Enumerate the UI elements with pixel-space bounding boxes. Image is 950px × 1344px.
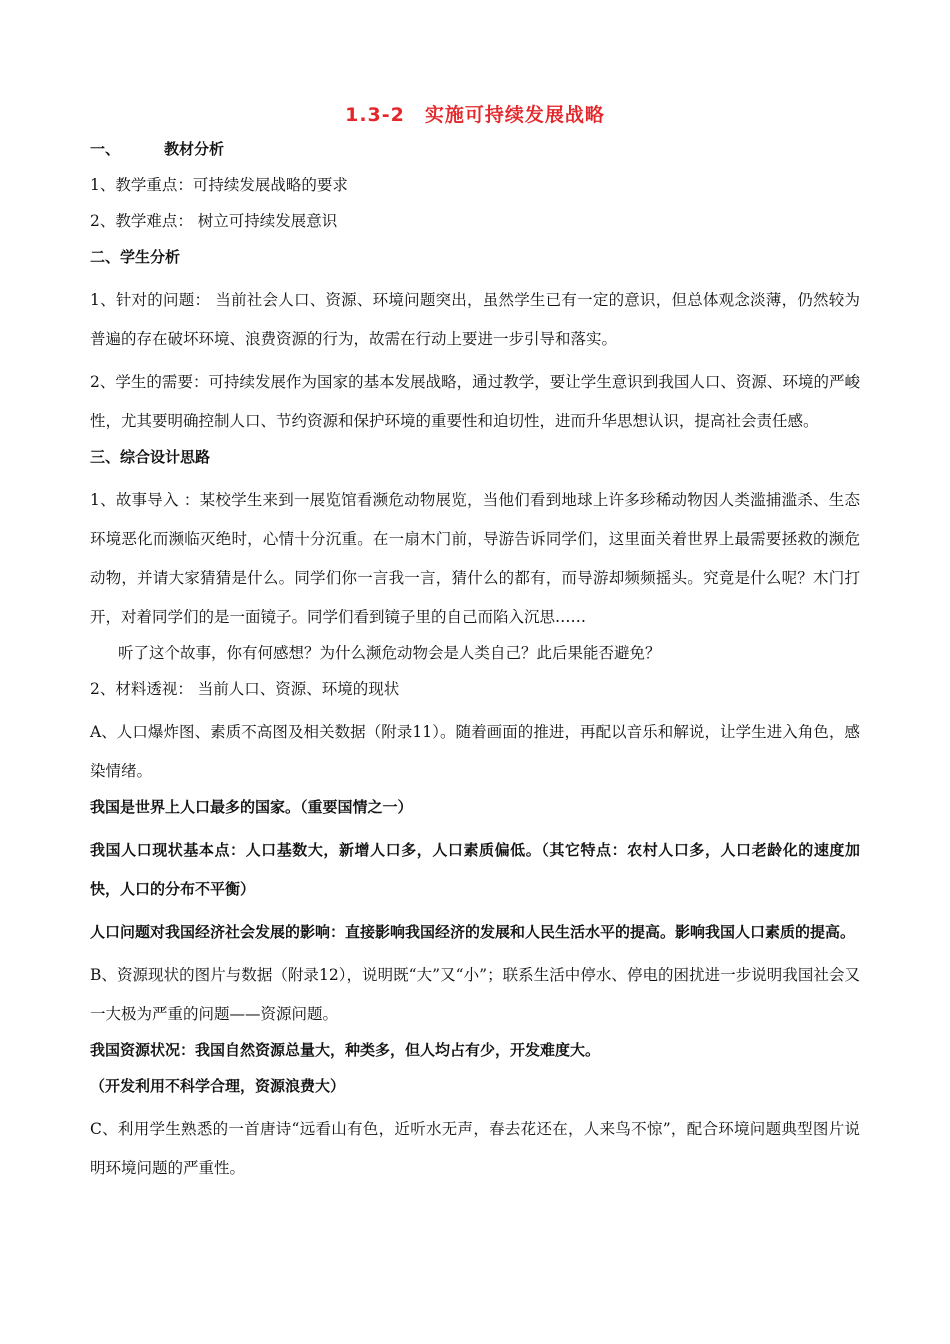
page-title: 1.3-2 实施可持续发展战略: [345, 104, 605, 126]
paragraph: C、利用学生熟悉的一首唐诗“远看山有色，近听水无声，春去花还在，人来鸟不惊”，配合环境问题典型图片说明环境问题的严重性。: [90, 1120, 860, 1177]
paragraph: 1、针对的问题： 当前社会人口、资源、环境问题突出，虽然学生已有一定的意识，但总体观念淡薄，仍然较为普遍的存在破坏环境、浪费资源的行为，故需在行动上要进一步引导和落实。: [90, 291, 860, 348]
section-title: 教材分析: [164, 140, 225, 158]
paragraph: B、资源现状的图片与数据（附录12），说明既“大”又“小”；联系生活中停水、停电的困扰进一步说明我国社会又一大极为严重的问题——资源问题。: [90, 966, 860, 1023]
section-heading-2: 二、学生分析: [90, 248, 181, 266]
section-number: 一、: [90, 140, 121, 158]
paragraph: 1、教学重点：可持续发展战略的要求: [90, 176, 348, 194]
bold-paragraph: （开发利用不科学合理，资源浪费大）: [90, 1077, 346, 1095]
paragraph: 2、学生的需要：可持续发展作为国家的基本发展战略，通过教学，要让学生意识到我国人口、资源、环境的严峻性，尤其要明确控制人口、节约资源和保护环境的重要性和迫切性，进而升华思想认识，提高社会责任感。: [90, 373, 860, 430]
bold-paragraph: 人口问题对我国经济社会发展的影响：直接影响我国经济的发展和人民生活水平的提高。影响我国人口素质的提高。: [90, 923, 856, 941]
paragraph: A、人口爆炸图、素质不高图及相关数据（附录11）。随着画面的推进，再配以音乐和解说，让学生进入角色，感染情绪。: [90, 723, 860, 780]
paragraph: 1、故事导入 ：某校学生来到一展览馆看濒危动物展览，当他们看到地球上许多珍稀动物因人类滥捕滥杀、生态环境恶化而濒临灭绝时，心情十分沉重。在一扇木门前，导游告诉同学们，这里面关着世界上最需要拯救的濒危动物，并请大家猜猜是什么。同学们你一言我一言，猜什么的都有，而导游却频频摇头。究竟是什么呢？木门打开，对着同学们的是一面镜子。同学们看到镜子里的自己而陷入沉思……: [90, 491, 860, 626]
paragraph: 2、材料透视： 当前人口、资源、环境的现状: [90, 680, 400, 698]
section-heading-3: 三、综合设计思路: [90, 448, 211, 466]
paragraph: 听了这个故事，你有何感想？为什么濒危动物会是人类自己？此后果能否避免？: [118, 644, 661, 662]
section-heading-1: [90, 137, 860, 161]
bold-paragraph: 我国人口现状基本点：人口基数大，新增人口多，人口素质偏低。（其它特点：农村人口多，人口老龄化的速度加快，人口的分布不平衡）: [90, 841, 860, 898]
paragraph: 2、教学难点： 树立可持续发展意识: [90, 212, 338, 230]
document-page: [90, 96, 860, 1192]
bold-paragraph: 我国是世界上人口最多的国家。（重要国情之一）: [90, 798, 413, 816]
bold-paragraph: 我国资源状况：我国自然资源总量大，种类多，但人均占有少，开发难度大。: [90, 1041, 601, 1059]
